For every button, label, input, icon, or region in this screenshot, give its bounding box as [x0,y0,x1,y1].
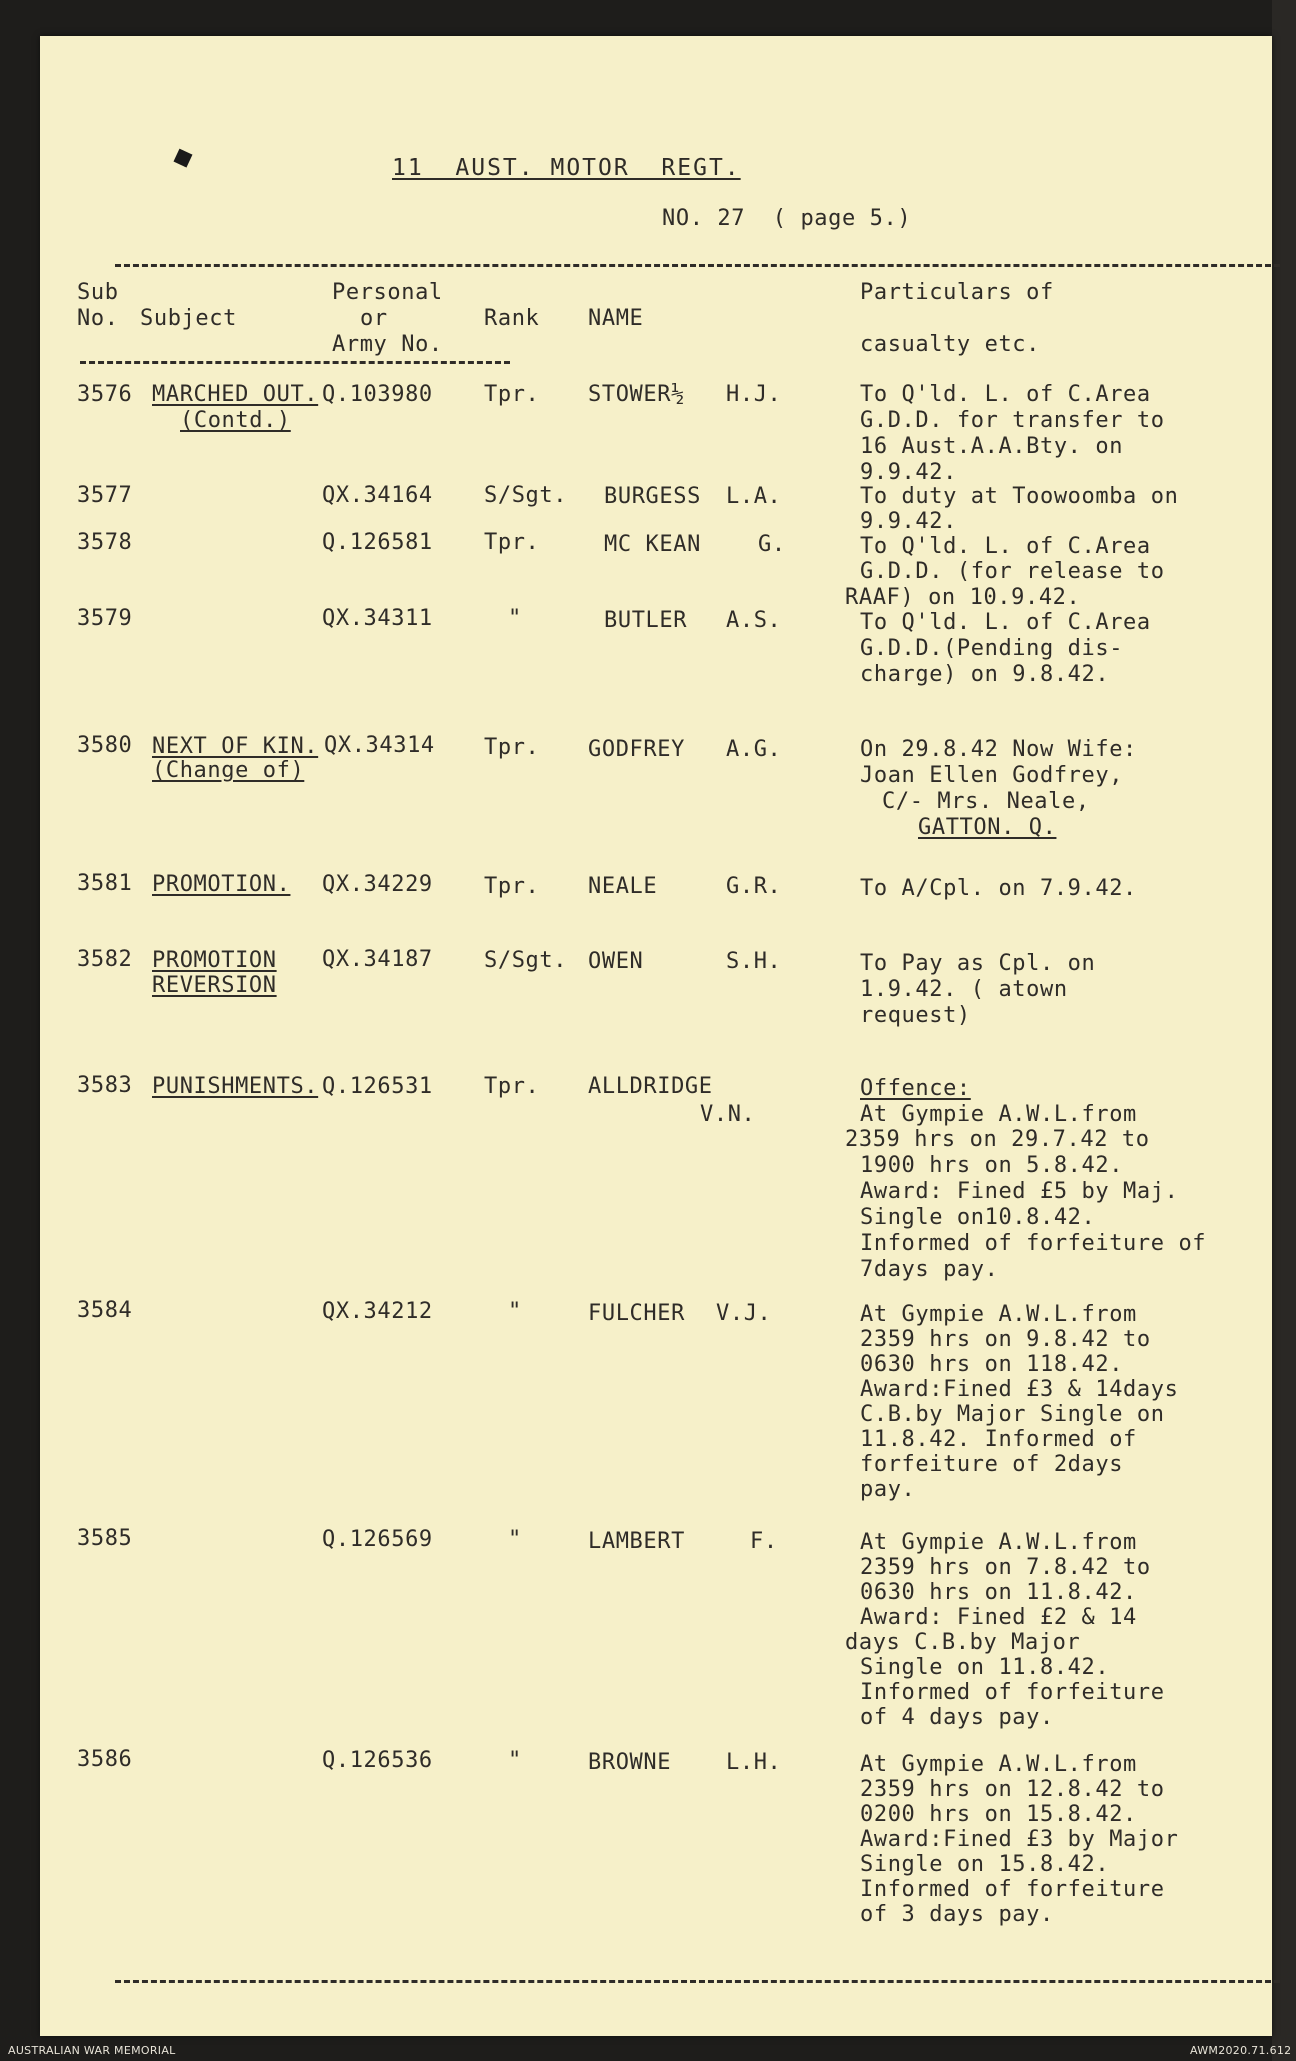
top-dashed-rule [115,264,1280,267]
row-particulars-line: Informed of forfeiture of [860,1231,1207,1256]
row-particulars-line: To Q'ld. L. of C.Area [860,382,1151,407]
row-sub-no: 3584 [77,1298,133,1323]
row-particulars-line: pay. [860,1477,916,1502]
col-personal: Personal [332,280,443,305]
row-subject: NEXT OF KIN. [152,734,319,759]
row-particulars-line: 7days pay. [860,1257,999,1282]
row-particulars-line: 11.8.42. Informed of [860,1427,1137,1452]
row-particulars-line: 0630 hrs on 11.8.42. [860,1580,1137,1605]
row-rank: Tpr. [484,874,540,899]
row-subject-sub: (Change of) [152,758,305,783]
col-rank: Rank [484,306,540,331]
row-subject-sub: REVERSION [152,973,277,998]
row-particulars-line: To duty at Toowoomba on [860,484,1179,509]
row-initials: A.G. [726,737,782,762]
row-surname: GODFREY [588,737,685,762]
row-surname: FULCHER [588,1301,685,1326]
row-particulars-line: Offence: [860,1076,971,1101]
row-particulars-line: 1.9.42. ( atown [860,977,1068,1002]
row-particulars-line: request) [860,1003,971,1028]
row-subject-sub: (Contd.) [180,408,291,433]
document-title: 11 AUST. MOTOR REGT. [392,155,741,181]
row-surname: LAMBERT [588,1529,685,1554]
row-rank: Tpr. [484,735,540,760]
row-subject: PROMOTION [152,948,277,973]
row-particulars-line: At Gympie A.W.L.from [860,1302,1137,1327]
row-particulars-line: 16 Aust.A.A.Bty. on [860,434,1124,459]
row-surname: NEALE [588,874,658,899]
row-particulars-line: of 4 days pay. [860,1705,1054,1730]
row-army-no: Q.126581 [322,530,433,555]
row-particulars-line: Single on 11.8.42. [860,1655,1110,1680]
row-particulars-line: 2359 hrs on 7.8.42 to [860,1555,1151,1580]
header-dashed-rule [80,361,510,364]
row-rank: Tpr. [484,382,540,407]
row-sub-no: 3577 [77,483,133,508]
row-initials: H.J. [726,382,782,407]
row-particulars-line: 0200 hrs on 15.8.42. [860,1802,1137,1827]
col-or: or [360,306,388,331]
row-particulars-line: To Q'ld. L. of C.Area [860,534,1151,559]
col-casualty: casualty etc. [860,332,1040,357]
row-particulars-line: At Gympie A.W.L.from [860,1102,1137,1127]
row-surname: ALLDRIDGE [588,1074,713,1099]
row-army-no: QX.34164 [322,483,433,508]
row-army-no: Q.103980 [322,382,433,407]
row-sub-no: 3581 [77,871,133,896]
row-initials: S.H. [726,949,782,974]
row-sub-no: 3586 [77,1747,133,1772]
row-particulars-line: C.B.by Major Single on [860,1402,1165,1427]
row-surname: STOWER½ [588,382,685,407]
row-surname: MC KEAN [604,532,701,557]
row-rank: " [508,1299,522,1324]
row-particulars-line: Award:Fined £3 & 14days [860,1377,1179,1402]
row-particulars-line: Award:Fined £3 by Major [860,1827,1179,1852]
col-name: NAME [588,306,644,331]
row-initials: F. [750,1529,778,1554]
row-army-no: QX.34187 [322,947,433,972]
row-rank: S/Sgt. [484,483,568,508]
row-particulars-line: Joan Ellen Godfrey, [860,763,1124,788]
row-initials: G. [758,532,786,557]
row-particulars-line: G.D.D. for transfer to [860,408,1165,433]
row-sub-no: 3582 [77,947,133,972]
footer-item-id: AWM2020.71.612 [1190,2044,1292,2057]
col-subject: Subject [140,306,237,331]
bottom-dashed-rule [115,1980,1280,1983]
row-particulars-line: RAAF) on 10.9.42. [845,585,1081,610]
row-rank: Tpr. [484,1074,540,1099]
row-army-no: QX.34229 [322,872,433,897]
row-particulars-line: Informed of forfeiture [860,1680,1165,1705]
row-particulars-line: C/- Mrs. Neale, [882,789,1090,814]
row-particulars-line: On 29.8.42 Now Wife: [860,737,1137,762]
row-particulars-line: 2359 hrs on 29.7.42 to [845,1127,1150,1152]
row-particulars-line: 1900 hrs on 5.8.42. [860,1153,1124,1178]
row-initials: L.H. [726,1750,782,1775]
row-sub-no: 3576 [77,382,133,407]
row-initials: V.J. [716,1301,772,1326]
row-particulars-line: At Gympie A.W.L.from [860,1530,1137,1555]
row-sub-no: 3578 [77,530,133,555]
row-army-no: Q.126569 [322,1527,433,1552]
row-particulars-line: 2359 hrs on 12.8.42 to [860,1777,1165,1802]
row-sub-no: 3583 [77,1073,133,1098]
row-particulars-line: days C.B.by Major [845,1630,1081,1655]
row-particulars-line: charge) on 9.8.42. [860,662,1110,687]
row-particulars-line: To Q'ld. L. of C.Area [860,610,1151,635]
row-particulars-line: Award: Fined £5 by Maj. [860,1179,1179,1204]
row-surname: BUTLER [604,608,688,633]
document-number: NO. 27 ( page 5.) [662,206,912,231]
col-sub: Sub [77,280,119,305]
row-subject: PUNISHMENTS. [152,1074,319,1099]
col-particulars: Particulars of [860,280,1054,305]
row-subject: MARCHED OUT. [152,382,319,407]
row-particulars-line: G.D.D. (for release to [860,559,1165,584]
scan-edge [1272,0,1296,2061]
row-particulars-line: At Gympie A.W.L.from [860,1752,1137,1777]
row-particulars-line: Informed of forfeiture [860,1877,1165,1902]
row-subject: PROMOTION. [152,872,291,897]
row-particulars-line: 2359 hrs on 9.8.42 to [860,1327,1151,1352]
row-particulars-line: G.D.D.(Pending dis- [860,636,1124,661]
row-particulars-line: of 3 days pay. [860,1902,1054,1927]
row-surname: OWEN [588,949,644,974]
row-sub-no: 3579 [77,606,133,631]
row-particulars-line: 0630 hrs on 118.42. [860,1352,1124,1377]
row-sub-no: 3585 [77,1526,133,1551]
row-rank: " [508,1748,522,1773]
row-initials: L.A. [726,484,782,509]
row-particulars-line: To Pay as Cpl. on [860,951,1096,976]
row-army-no: Q.126531 [322,1074,433,1099]
col-army-no: Army No. [332,332,443,357]
document-page [40,36,1272,2036]
col-no: No. [77,306,119,331]
row-rank: " [508,606,522,631]
row-initials: V.N. [700,1102,756,1127]
row-army-no: QX.34311 [322,606,433,631]
row-initials: A.S. [726,608,782,633]
row-particulars-line: Award: Fined £2 & 14 [860,1605,1137,1630]
row-army-no: Q.126536 [322,1748,433,1773]
row-initials: G.R. [726,874,782,899]
row-particulars-line: 9.9.42. [860,460,957,485]
row-particulars-line: Single on 15.8.42. [860,1852,1110,1877]
row-surname: BROWNE [588,1750,672,1775]
row-rank: " [508,1527,522,1552]
row-army-no: QX.34314 [324,733,435,758]
footer-archive-name: AUSTRALIAN WAR MEMORIAL [8,2044,176,2057]
row-sub-no: 3580 [77,733,133,758]
ink-mark: ◆ [165,133,199,179]
row-particulars-line: Single on10.8.42. [860,1205,1096,1230]
row-particulars-line: 9.9.42. [860,509,957,534]
row-particulars-line: GATTON. Q. [918,815,1057,840]
row-rank: S/Sgt. [484,948,568,973]
row-army-no: QX.34212 [322,1299,433,1324]
row-rank: Tpr. [484,530,540,555]
row-surname: BURGESS [604,484,701,509]
row-particulars-line: To A/Cpl. on 7.9.42. [860,876,1137,901]
row-particulars-line: forfeiture of 2days [860,1452,1124,1477]
